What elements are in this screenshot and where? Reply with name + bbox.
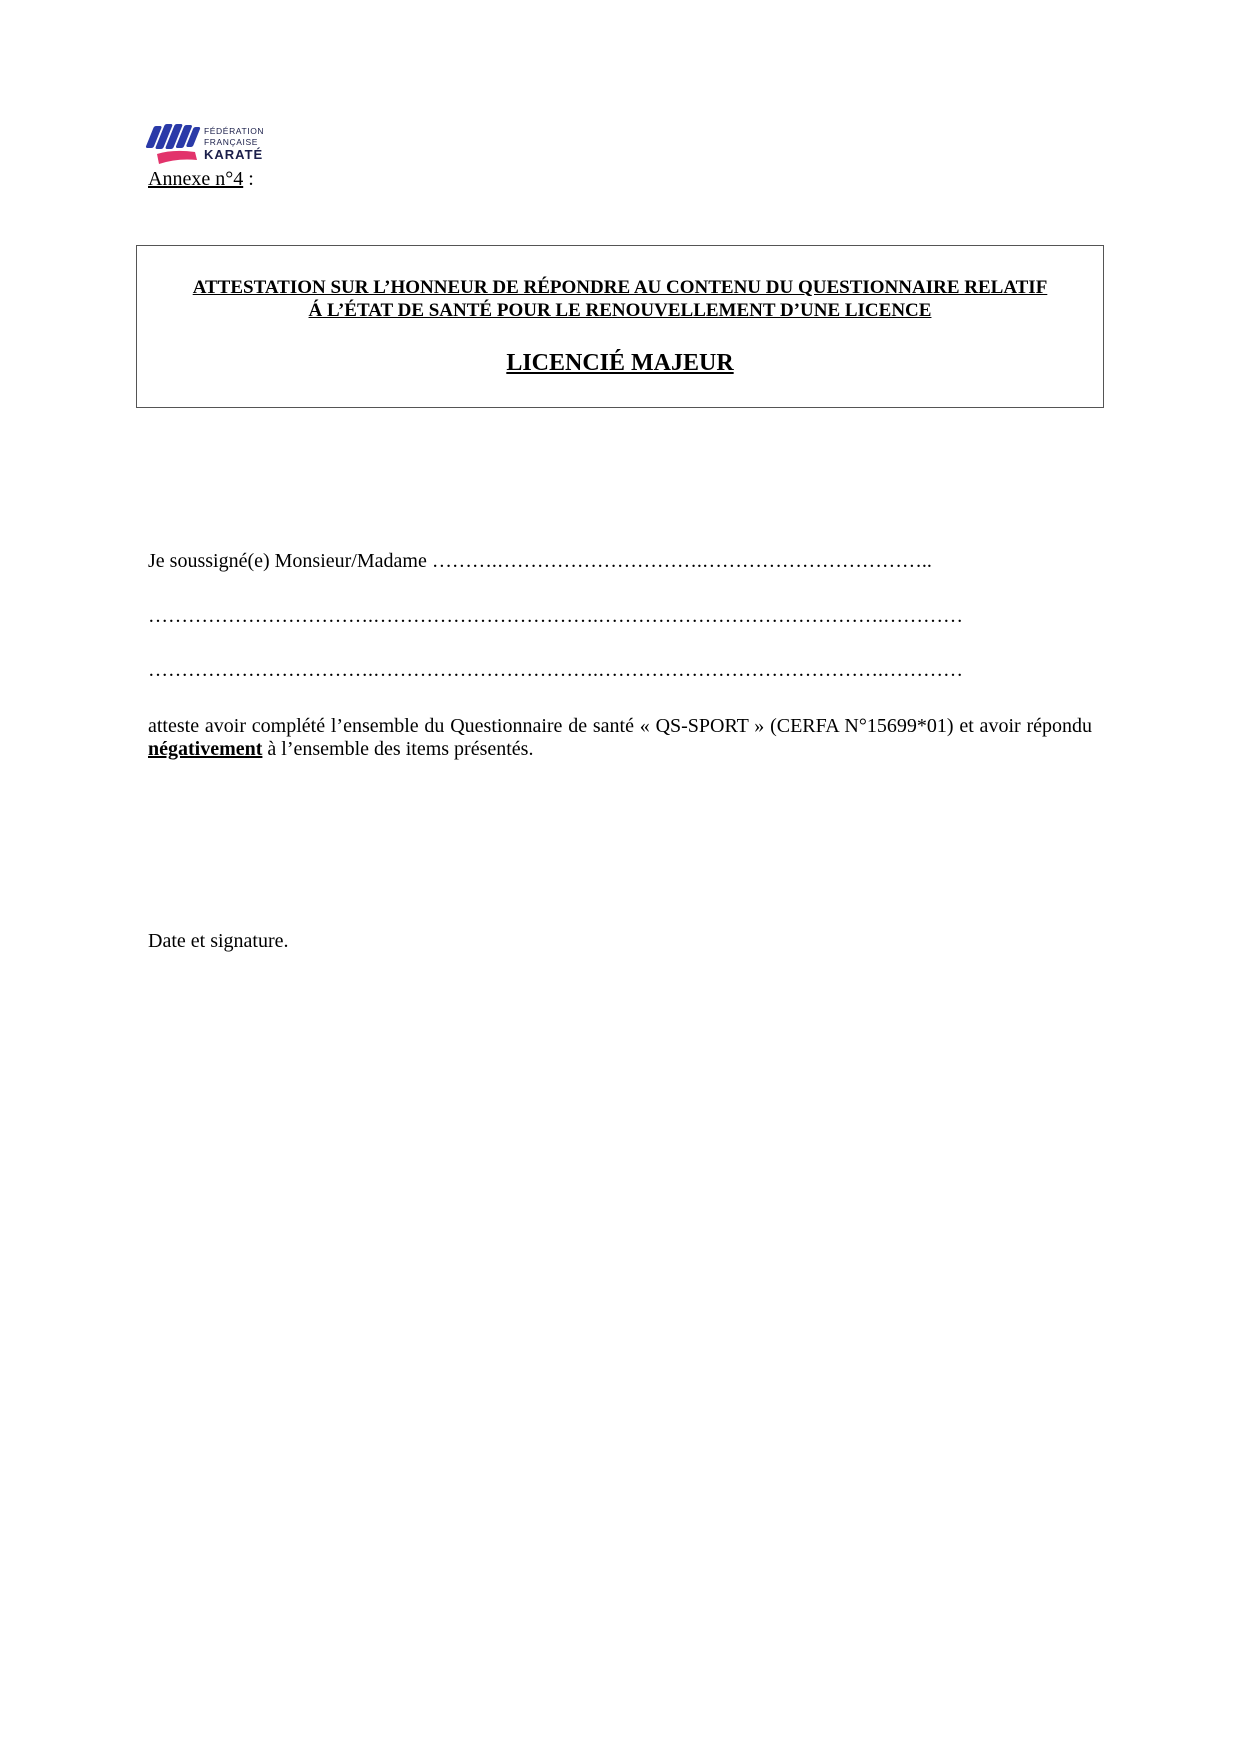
- date-signature-label: Date et signature.: [148, 930, 289, 952]
- attestation-emphasis: négativement: [148, 738, 263, 760]
- logo-line-3: KARATÉ: [204, 147, 264, 162]
- signatory-line: Je soussigné(e) Monsieur/Madame ……….………………………….……………………………..: [148, 550, 932, 572]
- annex-colon: :: [243, 168, 254, 190]
- document-title: [137, 276, 1103, 322]
- document-subtitle: LICENCIÉ MAJEUR: [506, 350, 734, 376]
- title-line-2: Á L’ÉTAT DE SANTÉ POUR LE RENOUVELLEMENT D’UNE LICENCE: [308, 300, 932, 321]
- annex-number: Annexe n°4: [148, 168, 244, 190]
- title-line-1: ATTESTATION SUR L’HONNEUR DE RÉPONDRE AU CONTENU DU QUESTIONNAIRE RELATIF: [192, 277, 1048, 298]
- attestation-text-start: atteste avoir complété l’ensemble du Questionnaire de santé « QS-SPORT » (CERFA N°15699*01) et avoir répondu: [148, 715, 1092, 737]
- title-box: [136, 245, 1104, 408]
- dotted-line-1: …………………………….…………………………….…………………………………….…………: [148, 605, 963, 627]
- dotted-line-2: …………………………….…………………………….…………………………………….…………: [148, 659, 963, 681]
- logo-wordmark: [204, 126, 265, 162]
- attestation-text-end: à l’ensemble des items présentés.: [262, 738, 534, 760]
- ffk-logo: [143, 124, 265, 168]
- attestation-paragraph: [148, 715, 1092, 761]
- logo-line-2: FRANÇAISE: [204, 136, 259, 147]
- annex-label: [148, 168, 254, 191]
- logo-line-1: FÉDÉRATION: [204, 126, 265, 136]
- ffk-emblem-icon: [143, 124, 205, 168]
